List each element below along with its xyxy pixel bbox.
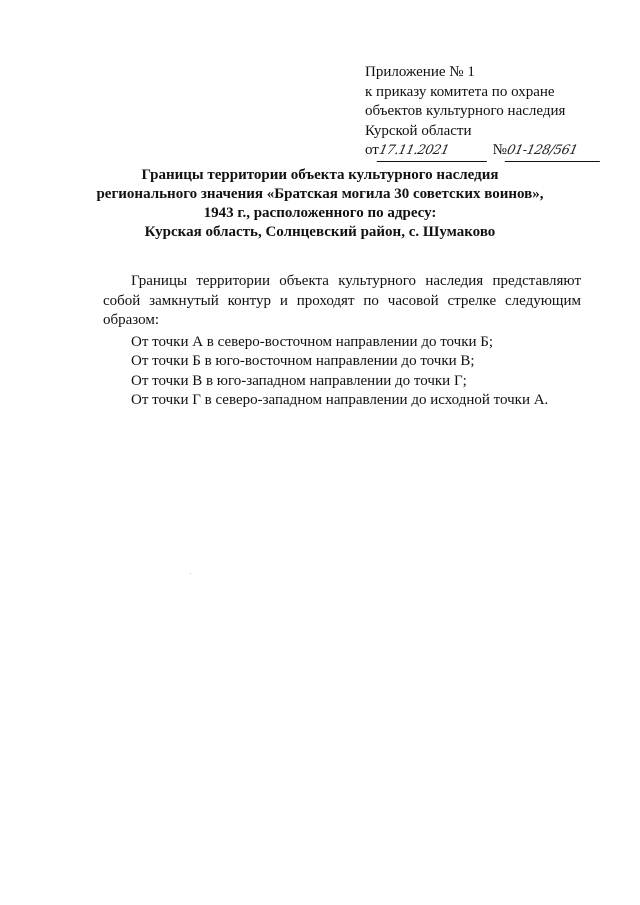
- handwritten-number: 01-128/561: [505, 141, 604, 162]
- title-line-3: 1943 г., расположенного по адресу:: [203, 205, 437, 221]
- document-title: [60, 166, 580, 242]
- annex-region-line: Курской области: [365, 122, 472, 139]
- annex-order-line: к приказу комитета по охране: [365, 83, 555, 100]
- handwritten-date: 17.11.2021: [377, 141, 491, 162]
- boundary-item: От точки Б в юго-восточном направлении до точки В;: [131, 353, 475, 369]
- title-line-4: Курская область, Солнцевский район, с. Шумаково: [144, 224, 496, 240]
- date-prefix: от: [365, 142, 379, 158]
- intro-paragraph: Границы территории объекта культурного наследия представляют собой замкнутый контур и проходят по часовой стрелке следующим образом:: [103, 273, 581, 328]
- document-body: [103, 272, 581, 411]
- boundary-item: От точки Г в северо-западном направлении до исходной точки А.: [131, 392, 549, 408]
- annex-heritage-line: объектов культурного наследия: [365, 103, 566, 119]
- annex-date-number-line: [365, 141, 605, 162]
- scan-speck: [190, 573, 191, 574]
- boundary-item: От точки А в северо-восточном направлении до точки Б;: [131, 333, 494, 350]
- annex-title: Приложение № 1: [365, 64, 475, 80]
- annex-header: [365, 63, 605, 162]
- title-line-1: Границы территории объекта культурного наследия: [141, 167, 499, 183]
- number-prefix: №: [492, 142, 507, 158]
- title-line-2: регионального значения «Братская могила 30 советских воинов»,: [96, 186, 544, 202]
- boundary-item: От точки В в юго-западном направлении до точки Г;: [131, 372, 467, 389]
